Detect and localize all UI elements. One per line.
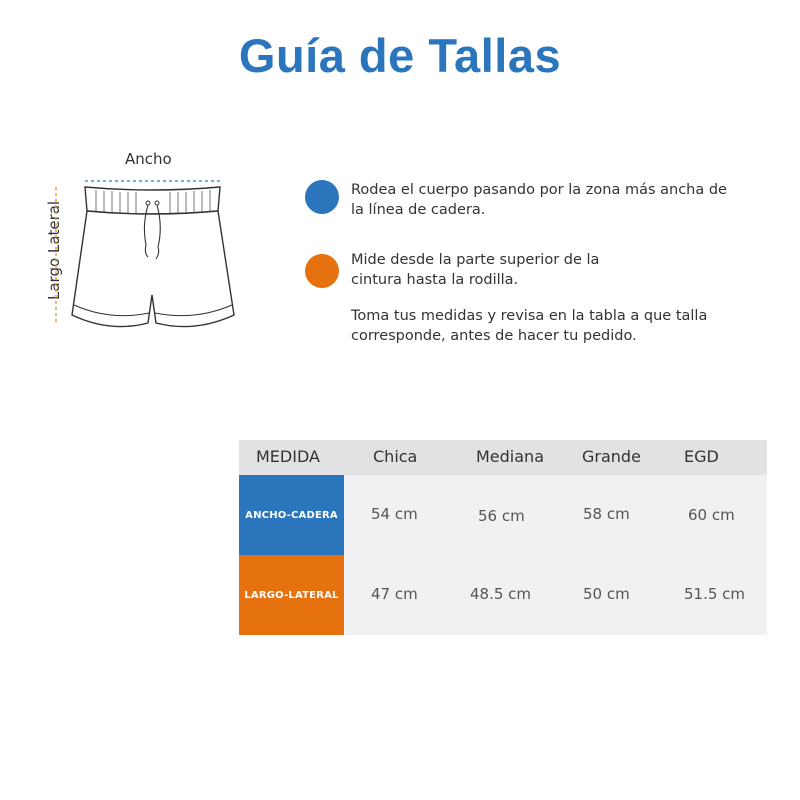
table-cell: 47 cm [371, 585, 418, 603]
table-cell: 56 cm [478, 507, 525, 525]
size-table [239, 440, 767, 635]
header-mediana: Mediana [476, 447, 544, 466]
length-instruction: Mide desde la parte superior de la cintura hasta la rodilla. [351, 252, 600, 288]
measure-note: Toma tus medidas y revisa en la tabla a que talla corresponde, antes de hacer tu pedido. [351, 308, 708, 344]
table-cell: 54 cm [371, 505, 418, 523]
table-cell: 48.5 cm [470, 585, 532, 603]
header-medida: MEDIDA [256, 447, 320, 466]
table-cell: 58 cm [583, 505, 630, 523]
length-label: Largo Lateral [45, 200, 63, 300]
width-label: Ancho [125, 150, 172, 168]
header-egd: EGD [684, 447, 719, 466]
shorts-diagram [30, 145, 260, 355]
table-cell: 51.5 cm [684, 585, 746, 603]
row-label-largo-lateral: LARGO-LATERAL [239, 555, 344, 635]
length-bullet-icon [305, 254, 339, 288]
table-cell: 60 cm [688, 506, 735, 524]
page-title: Guía de Tallas [238, 29, 562, 82]
header-grande: Grande [582, 447, 641, 466]
hip-instruction: Rodea el cuerpo pasando por la zona más ancha de la línea de cadera. [351, 182, 727, 218]
table-cell: 50 cm [583, 585, 630, 603]
hip-bullet-icon [305, 180, 339, 214]
row-label-ancho-cadera: ANCHO-CADERA [239, 475, 344, 555]
table-header [239, 440, 767, 475]
header-chica: Chica [373, 447, 418, 466]
